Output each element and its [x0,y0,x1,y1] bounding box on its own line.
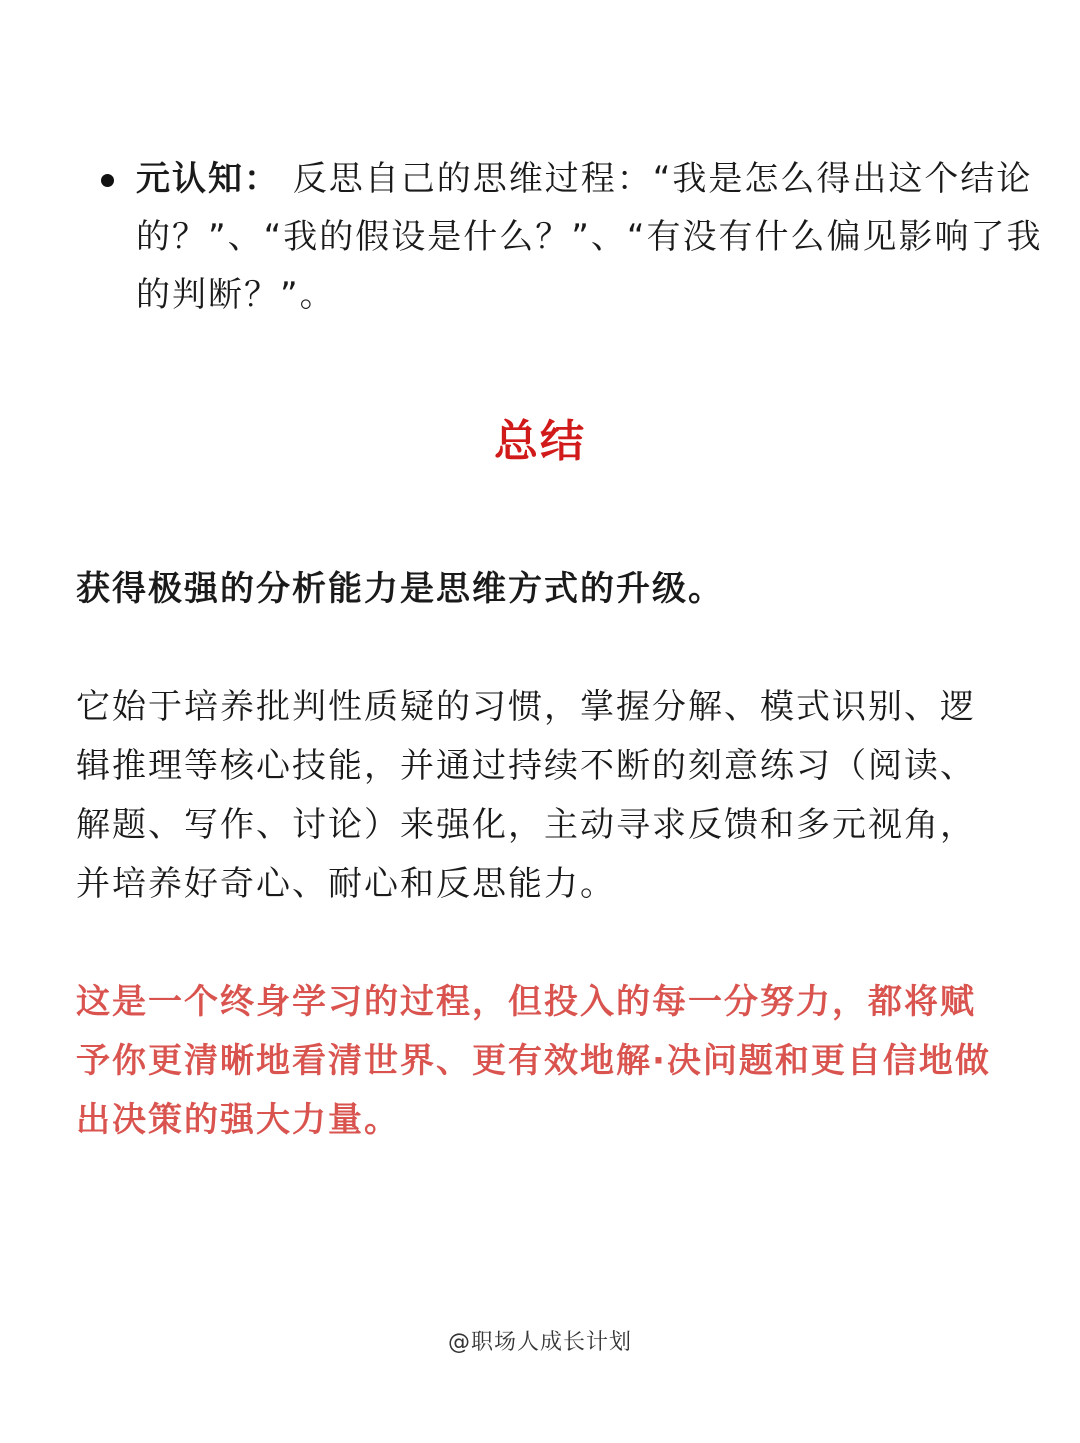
section-title: 总结 [494,416,586,467]
summary-highlight: 这是一个终身学习的过程，但投入的每一分努力，都将赋予你更清晰地看清世界、更有效地解·决问题和更自信地做出决策的强大力量。 [76,982,991,1140]
bullet-term: 元认知： [136,159,280,199]
footer-credit: @职场人成长计划 [447,1330,632,1355]
bullet-description: 反思自己的思维过程：“我是怎么得出这个结论的？”、“我的假设是什么？”、“有没有什么偏见影响了我的判断？”。 [136,159,1043,315]
bullet-dot-icon [101,174,114,187]
bullet-text [136,150,1076,324]
summary-lead: 获得极强的分析能力是思维方式的升级。 [76,569,724,609]
summary-body: 它始于培养批判性质疑的习惯，掌握分解、模式识别、逻辑推理等核心技能，并通过持续不断的刻意练习（阅读、解题、写作、讨论）来强化，主动寻求反馈和多元视角，并培养好奇心、耐心和反思能力。 [76,687,976,904]
